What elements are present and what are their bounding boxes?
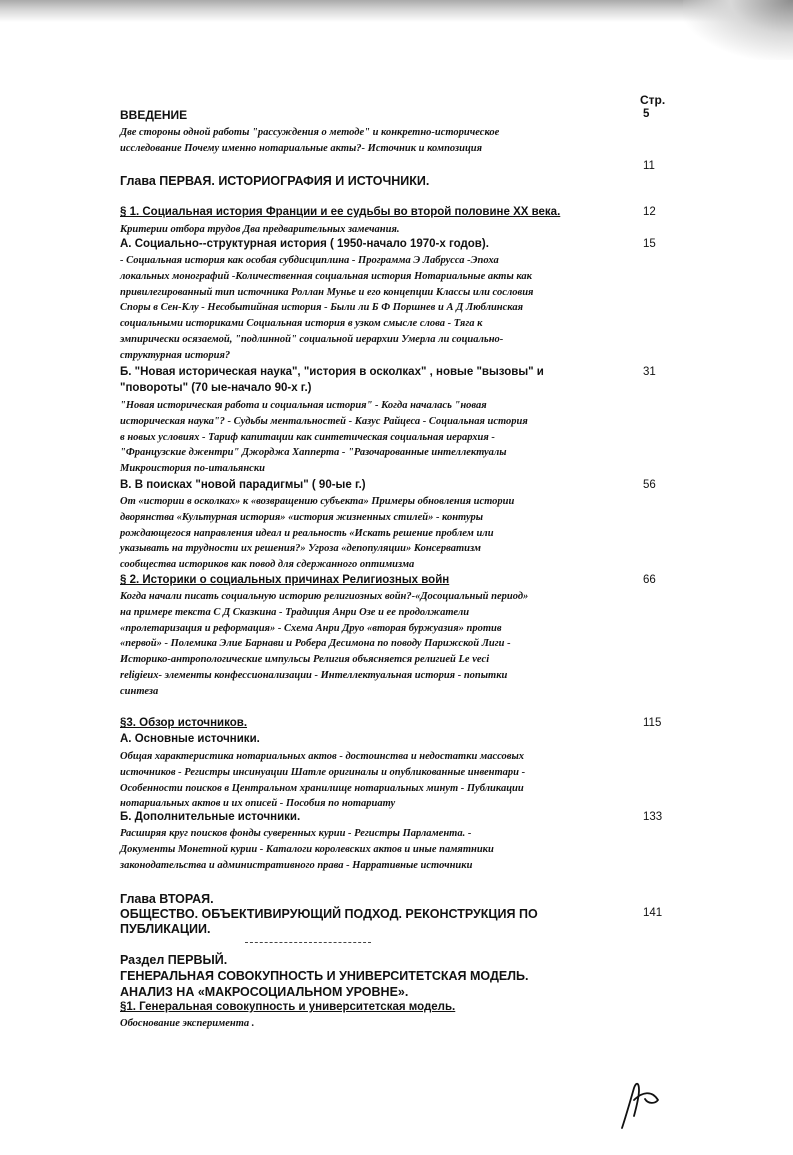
subsection-a-line: локальных монографий -Количественная социальная история Нотариальные акты как (120, 270, 532, 282)
chapter2-page: 141 (643, 907, 663, 919)
subsection-v-heading: В. В поисках "новой парадигмы" ( 90-ые г.) (120, 479, 366, 491)
additional-sources-line: Документы Монетной курии - Каталоги королевских актов и иные памятники (120, 843, 494, 855)
section2-line: «пролетаризация и реформация» - Схема Анри Друо «вторая буржуазия» против (120, 622, 502, 634)
intro-line: исследование Почему именно нотариальные акты?- Источник и композиция (120, 142, 483, 154)
additional-sources-page: 133 (643, 811, 663, 823)
part1-title-line1: ГЕНЕРАЛЬНАЯ СОВОКУПНОСТЬ И УНИВЕРСИТЕТСКАЯ МОДЕЛЬ. (120, 969, 529, 983)
section2-line: на примере текста С Д Сказкина - Традиция Анри Озе и ее продолжатели (120, 606, 470, 618)
additional-sources-line: Расширяя круг поисков фонды суверенных курии - Регистры Парламента. - (120, 828, 472, 839)
chapter2-subheading-line1: ОБЩЕСТВО. ОБЪЕКТИВИРУЮЩИЙ ПОДХОД. РЕКОНСТРУКЦИЯ ПО (120, 907, 538, 921)
section3-line: нотариальных актов и их описей - Пособия по нотариату (120, 798, 396, 810)
subsection-b-page: 31 (643, 366, 656, 378)
subsection-a-line: привилегированный тип источника Роллан Мунье и его концепции Классы или сословия (120, 286, 534, 298)
subsection-b-heading-line2: "повороты" (70 ые-начало 90-х г.) (120, 382, 312, 394)
subsection-v-description (120, 494, 630, 573)
subsection-b-line: историческая наука"? - Судьбы ментальностей - Казус Райцеса - Социальная история (120, 415, 528, 427)
subsection-b-heading-line1: Б. "Новая историческая наука", "история в осколках" , новые "вызовы" и (120, 366, 544, 378)
subsection-v-line: От «истории в осколках» к «возвращению субъекта» Примеры обновления истории (120, 496, 515, 507)
part1-heading: Раздел ПЕРВЫЙ. (120, 953, 228, 967)
additional-sources-heading: Б. Дополнительные источники. (120, 811, 301, 823)
part1-note: Обоснование эксперимента . (120, 1018, 255, 1029)
additional-sources-line: законодательства и административного права - Нарративные источники (120, 859, 473, 871)
section1-note: Критерии отбора трудов Два предварительных замечания. (120, 224, 400, 235)
intro-heading: ВВЕДЕНИЕ (120, 108, 188, 122)
section2-line: religieux- элементы конфессионализации - Интеллектуальная история - попытки (120, 669, 508, 681)
subsection-b-line: в новых условиях - Тариф капитации как синтетическая социальная иерархия - (120, 431, 495, 443)
section2-line: Когда начали писать социальную историю религиозных войн?-«Досоциальный период» (120, 591, 529, 602)
section2-heading: § 2. Историки о социальных причинах Религиозных войн (120, 574, 450, 586)
scan-shadow-top (0, 0, 793, 22)
part1-title-line2: АНАЛИЗ НА «МАКРОСОЦИАЛЬНОМ УРОВНЕ». (120, 985, 409, 999)
intro-line: Две стороны одной работы "рассуждения о методе" и конкретно-историческое (120, 127, 500, 138)
chapter1-page: 11 (643, 160, 655, 172)
subsection-a-line: структурная история? (120, 349, 231, 361)
intro-page: 5 (643, 108, 650, 120)
section1-page: 12 (643, 206, 656, 218)
section3-heading: §3. Обзор источников. (120, 717, 248, 729)
subsection-b-description (120, 398, 630, 477)
section2-line: синтеза (120, 685, 159, 697)
section3-subheading: А. Основные источники. (120, 733, 260, 745)
section3-page: 115 (643, 717, 662, 729)
subsection-a-line: - Социальная история как особая субдисциплина - Программа Э Лабрусса -Эпоха (120, 255, 499, 266)
section2-line: Историко-антропологические импульсы Религия объясняется религией Le veci (120, 654, 490, 666)
section3-line: Общая характеристика нотариальных актов - достоинства и недостатки массовых (120, 751, 524, 762)
subsection-b-line: "Французские джентри" Джорджа Хапперта - "Разочарованные интеллектуалы (120, 447, 507, 459)
part1-subsection-heading: §1. Генеральная совокупность и университетская модель. (120, 1001, 456, 1013)
chapter2-heading: Глава ВТОРАЯ. (120, 892, 214, 906)
section3-line: источников - Регистры инсинуации Шатле оригиналы и опубликованные инвентари - (120, 766, 526, 778)
section3-line: Особенности поисков в Центральном хранилище нотариальных минут - Публикации (120, 782, 524, 794)
section3-description (120, 749, 630, 812)
handwritten-signature (612, 1078, 672, 1130)
subsection-v-line: рождающегося направления идеал и реальность «Искать решение проблем или (120, 527, 494, 539)
subsection-b-line: "Новая историческая работа и социальная история" - Когда началась "новая (120, 400, 487, 411)
page-column-label: Стр. (640, 93, 666, 107)
subsection-b-line: Микроистория по-итальянски (120, 463, 265, 475)
subsection-a-line: Споры в Сен-Клу - Несобытийная история - Были ли Б Ф Поршнев и А Д Люблинская (120, 302, 524, 314)
subsection-a-page: 15 (643, 238, 656, 250)
section2-page: 66 (643, 574, 656, 586)
section2-description (120, 589, 630, 700)
scan-shadow-corner (683, 0, 793, 60)
chapter1-heading: Глава ПЕРВАЯ. ИСТОРИОГРАФИЯ И ИСТОЧНИКИ. (120, 174, 430, 188)
subsection-a-line: социальными историками Социальная история в узком смысле слова - Тяга к (120, 318, 483, 330)
subsection-v-page: 56 (643, 479, 656, 491)
section2-line: «первой» - Полемика Элие Барнави и Робера Десимона по поводу Парижской Лиги - (120, 638, 511, 650)
subsection-a-description (120, 253, 630, 364)
additional-sources-description (120, 826, 630, 873)
subsection-a-line: эмпирически осязаемой, "подлинной" социальной иерархии Умерла ли социально- (120, 333, 504, 345)
subsection-a-heading: А. Социально--структурная история ( 1950-начало 1970-х годов). (120, 238, 489, 250)
intro-description (120, 125, 630, 157)
section1-heading: § 1. Социальная история Франции и ее судьбы во второй половине XX века. (120, 206, 561, 218)
chapter2-subheading-line2: ПУБЛИКАЦИИ. (120, 922, 211, 936)
subsection-v-line: дворянства «Культурная история» «история жизненных стилей» - контуры (120, 511, 484, 523)
separator-line (245, 942, 371, 943)
subsection-v-line: сообщества историков как повод для сдержанного оптимизма (120, 559, 415, 571)
subsection-v-line: указывать на трудности их решения?» Угроза «депопуляции» Консерватизм (120, 543, 481, 555)
